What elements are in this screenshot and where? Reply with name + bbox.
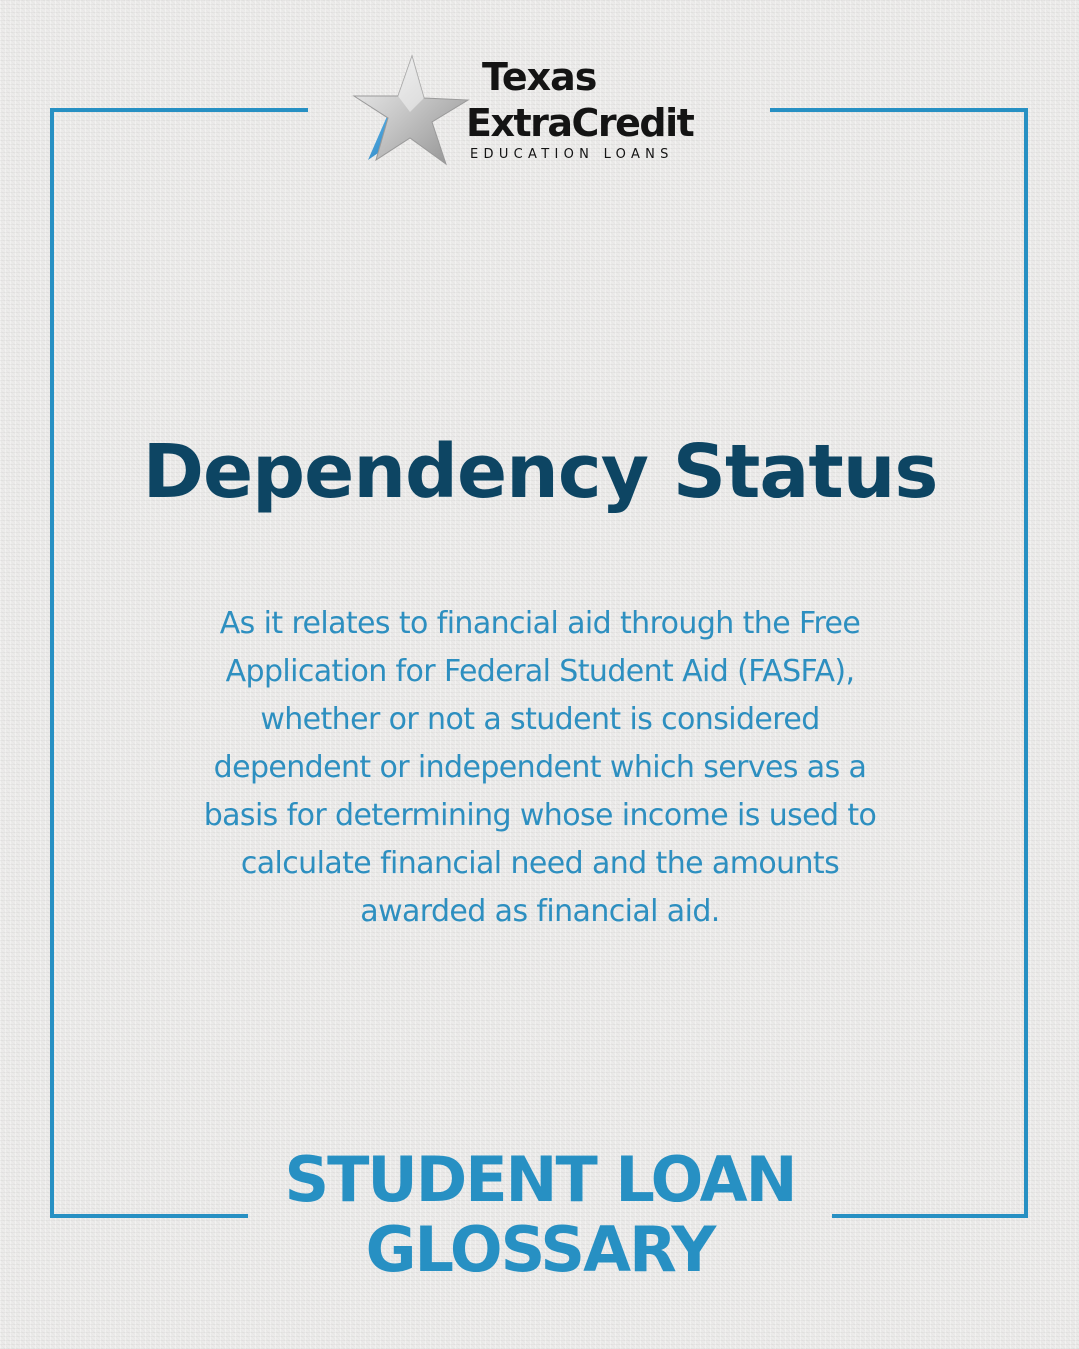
definition-line: basis for determining whose income is used to: [203, 798, 877, 833]
logo-text-extracredit: ExtraCredit: [466, 101, 694, 145]
glossary-label-line-1: STUDENT LOAN: [284, 1143, 796, 1216]
frame-right-line: [1024, 108, 1028, 1218]
definition-line: dependent or independent which serves as a: [213, 750, 867, 785]
glossary-label: [240, 1145, 840, 1285]
frame-bottom-left-line: [50, 1214, 248, 1218]
definition-line: awarded as financial aid.: [360, 894, 720, 929]
logo-text-education-loans: EDUCATION LOANS: [470, 147, 674, 162]
frame-top-right-line: [770, 108, 1028, 112]
definition-line: As it relates to financial aid through the Free: [219, 606, 861, 641]
logo-text-texas: Texas: [482, 55, 597, 99]
glossary-label-line-2: GLOSSARY: [365, 1213, 715, 1286]
frame-bottom-right-line: [832, 1214, 1028, 1218]
frame-top-left-line: [50, 108, 308, 112]
definition-line: Application for Federal Student Aid (FASFA),: [225, 654, 855, 689]
term-definition: [130, 600, 950, 936]
definition-line: whether or not a student is considered: [260, 702, 820, 737]
definition-line: calculate financial need and the amounts: [240, 846, 840, 881]
term-title: Dependency Status: [142, 429, 938, 515]
star-icon: [350, 52, 470, 170]
frame-left-line: [50, 108, 54, 1218]
brand-logo: [350, 52, 740, 170]
